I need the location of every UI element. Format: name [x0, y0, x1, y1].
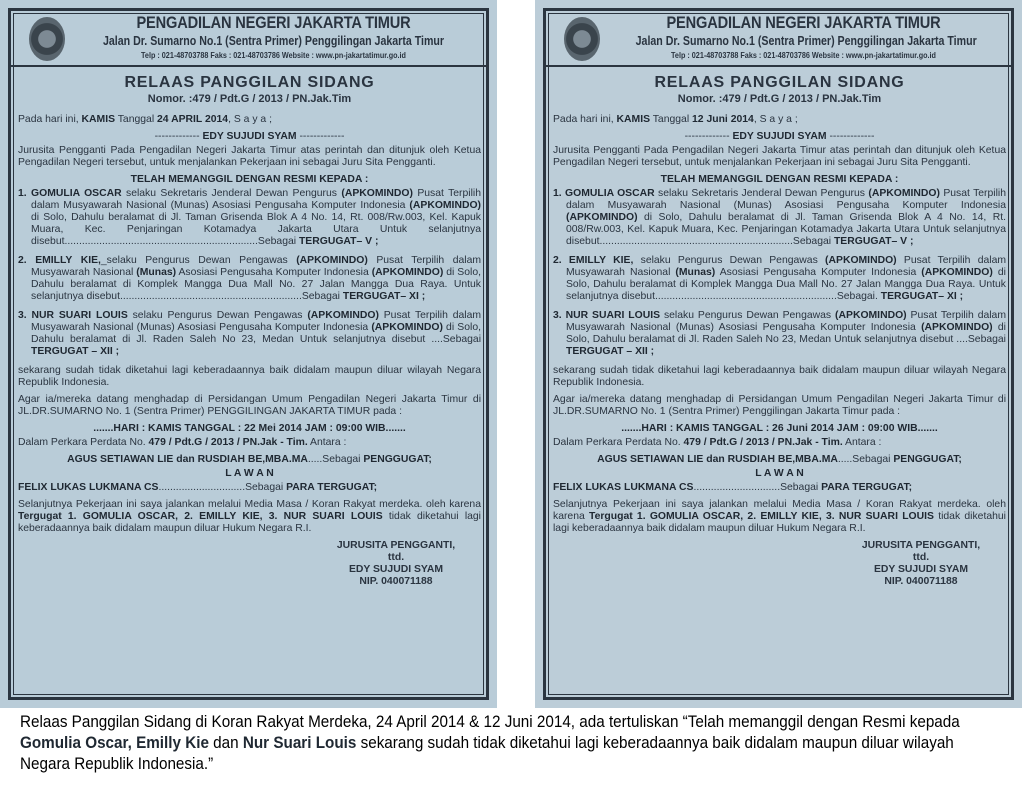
caption-segment: Relaas Panggilan Sidang di Koran Rakyat Merdeka, 24 April 2014 & 12 Juni 2014, ada tertuliskan “Telah memanggil dengan Resmi kepada: [20, 713, 960, 731]
text-segment: .....Sebagai: [307, 454, 364, 465]
signature-name: EDY SUJUDI SYAM: [873, 564, 969, 575]
paragraph: [553, 114, 1006, 126]
signature-nip: NIP. 040071188: [359, 576, 433, 587]
signature-block: [553, 540, 1006, 588]
signature-ttd: ttd.: [912, 552, 930, 563]
paragraph: [18, 114, 481, 126]
text-segment: KAMIS: [616, 114, 651, 125]
caption-segment: Nur Suari Louis: [242, 734, 357, 752]
court-address: Jalan Dr. Sumarno No.1 (Sentra Primer) Penggilingan Jakarta Timur: [635, 34, 977, 48]
text-segment: _selaku Pengurus Dewan Pengawas: [100, 255, 297, 266]
text-segment: di Solo, Dahulu beralamat di Komplek Mangga Dua Mall No. 27 Jalan Mangga Dua Raya. Untuk selanjutnya disebut...............................................................Sebagai: [31, 267, 481, 302]
text-segment: , S a y a ;: [753, 114, 798, 125]
text-segment: TERGUGAT– V ;: [298, 236, 379, 247]
text-segment: Selanjutnya Pekerjaan ini saya jalankan melalui Media Masa / Koran Rakyat merdeka. oleh karena: [553, 499, 1006, 522]
text-segment: KAMIS: [81, 114, 116, 125]
paragraph: [18, 423, 481, 435]
text-segment: PARA TERGUGAT;: [286, 482, 378, 493]
text-segment: 2. EMILLY KIE,: [18, 255, 101, 266]
signature-role: JURUSITA PENGGANTI,: [336, 540, 456, 551]
text-segment: (APKOMINDO): [868, 188, 940, 199]
text-segment: selaku Pengurus Dewan Pengawas: [660, 310, 836, 321]
paragraph: [18, 394, 481, 418]
signature-role: JURUSITA PENGGANTI,: [861, 540, 981, 551]
text-segment: selaku Sekretaris Jenderal Dewan Pengurus: [121, 188, 342, 199]
paragraph: [18, 174, 481, 186]
text-segment: TERGUGAT– V ;: [833, 236, 914, 247]
paragraph: [553, 468, 1006, 480]
text-segment: selaku Pengurus Dewan Pengawas: [633, 255, 826, 266]
text-segment: (APKOMINDO): [409, 200, 481, 211]
summoned-party: [18, 255, 481, 303]
text-segment: (APKOMINDO): [371, 322, 443, 333]
text-segment: di Solo, Dahulu beralamat di Jl. Raden Saleh No 23, Medan Untuk selanjutnya disebut ....Sebagai: [31, 322, 481, 345]
text-segment: Selanjutnya Pekerjaan ini saya jalankan melalui Media Masa / Koran Rakyat merdeka. oleh karena: [18, 499, 481, 510]
text-segment: 2. EMILLY KIE,: [553, 255, 634, 266]
text-segment: Tanggal: [115, 114, 158, 125]
text-segment: Asosiasi Pengusaha Komputer Indonesia: [176, 267, 372, 278]
signature-name: EDY SUJUDI SYAM: [348, 564, 444, 575]
case-number: Nomor. :479 / Pdt.G / 2013 / PN.Jak.Tim: [147, 93, 352, 105]
text-segment: 1. GOMULIA OSCAR: [18, 188, 122, 199]
paragraph: [18, 482, 481, 494]
text-segment: di Solo, Dahulu beralamat di Jl. Taman Grisenda Blok A 4 No. 14, Rt. 008/Rw.003, Kel. Kapuk Muara, Kec. Penjaringan Kotamadya Jakarta Utara Untuk selanjutnya disebut...................................................................Sebagai: [31, 212, 481, 247]
text-segment: Antara :: [842, 437, 882, 448]
caption-segment: sekarang sudah tidak diketahui lagi keberadaannya baik didalam maupun diluar wilayah Negara Republik Indonesia.”: [20, 734, 954, 773]
text-segment: (Munas): [136, 267, 177, 278]
text-segment: (APKOMINDO): [296, 255, 368, 266]
text-segment: FELIX LUKAS LUKMANA CS: [18, 482, 159, 493]
text-segment: .......HARI : KAMIS TANGGAL : 22 Mei 2014 JAM : 09:00 WIB.......: [93, 423, 406, 434]
text-segment: -------------: [684, 131, 733, 142]
text-segment: L A W A N: [225, 468, 274, 479]
text-segment: (APKOMINDO): [921, 322, 993, 333]
notice-body: [553, 0, 1006, 608]
text-segment: Jurusita Pengganti Pada Pengadilan Negeri Jakarta Timur atas perintah dan ditunjuk oleh Ketua Pengadilan Negeri tersebut, untuk menjalankan Pekerjaan ini sebagai Juru Sita Pengganti.: [553, 145, 1006, 168]
paragraph: [553, 482, 1006, 494]
text-segment: selaku Sekretaris Jenderal Dewan Pengurus: [654, 188, 869, 199]
paragraph: [18, 454, 481, 466]
text-segment: 12 Juni 2014: [692, 114, 754, 125]
text-segment: (APKOMINDO): [835, 310, 907, 321]
paragraph: [18, 499, 481, 535]
text-segment: Pusat Terpilih dalam Musyawarah Nasional: [566, 255, 1006, 278]
text-segment: Pusat Terpilih dalam Musyawarah Nasional (Munas) Asosiasi Pengusaha Komputer Indonesia: [566, 310, 1006, 333]
signature-block: [18, 540, 481, 588]
paragraph: [553, 394, 1006, 418]
text-segment: FELIX LUKAS LUKMANA CS: [553, 482, 694, 493]
notice-body: [18, 0, 481, 608]
text-segment: ..............................Sebagai: [693, 482, 822, 493]
notice-title: RELAAS PANGGILAN SIDANG: [124, 74, 375, 91]
court-contact: Telp : 021-48703788 Faks : 021-48703786 Website : www.pn-jakartatimur.go.id: [671, 50, 936, 60]
text-segment: di Solo, Dahulu beralamat di Jl. Raden Saleh No 23, Medan Untuk selanjutnya disebut ....Sebagai: [566, 322, 1006, 345]
text-segment: di Solo, Dahulu beralamat di Jl. Taman Grisenda Blok A 4 No. 14, Rt. 008/Rw.003, Kel. Kapuk Muara, Kec. Penjaringan Kotamadya Jakarta Utara Untuk selanjutnya disebut...................................................................Sebagai: [566, 212, 1006, 247]
text-segment: Pada hari ini,: [553, 114, 617, 125]
text-segment: EDY SUJUDI SYAM: [202, 131, 297, 142]
text-segment: AGUS SETIAWAN LIE dan RUSDIAH BE,MBA.MA: [67, 454, 308, 465]
paragraph: [18, 145, 481, 169]
text-segment: TELAH MEMANGGIL DENGAN RESMI KEPADA :: [660, 174, 899, 185]
text-segment: TERGUGAT– XI ;: [880, 291, 964, 302]
signature-ttd: ttd.: [387, 552, 405, 563]
text-segment: 479 / Pdt.G / 2013 / PN.Jak - Tim.: [683, 437, 843, 448]
text-segment: .......HARI : KAMIS TANGGAL : 26 Juni 2014 JAM : 09:00 WIB.......: [621, 423, 938, 434]
paragraph: [18, 131, 481, 143]
text-segment: tidak diketahui lagi keberadaannya baik didalam maupun diluar Hukum Negara R.I.: [18, 511, 481, 534]
text-segment: Jurusita Pengganti Pada Pengadilan Negeri Jakarta Timur atas perintah dan ditunjuk oleh Ketua Pengadilan Negeri tersebut, untuk menjalankan Pekerjaan ini sebagai Juru Sita Pengganti.: [18, 145, 481, 168]
paragraph: [553, 423, 1006, 435]
text-segment: Dalam Perkara Perdata No.: [18, 437, 149, 448]
court-name: PENGADILAN NEGERI JAKARTA TIMUR: [666, 13, 941, 32]
text-segment: 3. NUR SUARI LOUIS: [553, 310, 661, 321]
text-segment: TERGUGAT – XII ;: [31, 346, 120, 357]
text-segment: Agar ia/mereka datang menghadap di Persidangan Umum Pengadilan Negeri Jakarta Timur di JL.DR.SUMARNO No. 1 (Sentra Primer) Penggilingan Jakarta Timur pada :: [553, 394, 1006, 417]
text-segment: -------------: [154, 131, 203, 142]
court-address: Jalan Dr. Sumarno No.1 (Sentra Primer) Penggilingan Jakarta Timur: [102, 34, 445, 48]
paragraph: [553, 145, 1006, 169]
text-segment: , S a y a ;: [228, 114, 272, 125]
court-notice-april: [0, 0, 497, 708]
paragraph: [18, 365, 481, 389]
text-segment: Pusat Terpilih dalam Musyawarah Nasional (Munas) Asosiasi Pengusaha Komputer Indonesia: [566, 188, 1007, 211]
paragraph: [553, 131, 1006, 143]
paragraph: [553, 174, 1006, 186]
paragraph: [553, 499, 1006, 535]
paragraph: [553, 454, 1006, 466]
text-segment: Tanggal: [650, 114, 693, 125]
text-segment: 3. NUR SUARI LOUIS: [18, 310, 128, 321]
text-segment: (APKOMINDO): [566, 212, 638, 223]
text-segment: Agar ia/mereka datang menghadap di Persidangan Umum Pengadilan Negeri Jakarta Timur di JL.DR.SUMARNO No. 1 (Sentra Primer) PENGGILINGAN JAKARTA TIMUR pada :: [18, 394, 481, 417]
text-segment: EDY SUJUDI SYAM: [732, 131, 827, 142]
text-segment: Dalam Perkara Perdata No.: [553, 437, 684, 448]
text-segment: PENGGUGAT;: [363, 454, 432, 465]
caption-segment: dan: [208, 734, 243, 752]
text-segment: PENGGUGAT;: [893, 454, 962, 465]
text-segment: (APKOMINDO): [825, 255, 897, 266]
text-segment: Pusat Terpilih dalam Musyawarah Nasional (Munas) Asosiasi Pengusaha Komputer Indonesia: [31, 188, 482, 211]
text-segment: 24 APRIL 2014: [157, 114, 229, 125]
text-segment: sekarang sudah tidak diketahui lagi keberadaannya baik didalam maupun diluar wilayah Negara Republik Indonesia.: [18, 365, 481, 388]
text-segment: Pada hari ini,: [18, 114, 82, 125]
notice-title: RELAAS PANGGILAN SIDANG: [654, 74, 905, 91]
court-contact: Telp : 021-48703788 Faks : 021-48703786 Website : www.pn-jakartatimur.go.id: [141, 50, 406, 60]
court-name: PENGADILAN NEGERI JAKARTA TIMUR: [136, 13, 411, 32]
text-segment: Pusat Terpilih dalam Musyawarah Nasional (Munas) Asosiasi Pengusaha Komputer Indonesia: [31, 310, 482, 333]
text-segment: .....Sebagai: [837, 454, 894, 465]
text-segment: -------------: [826, 131, 875, 142]
paragraph: [553, 365, 1006, 389]
court-notice-june: [535, 0, 1022, 708]
paragraph: [553, 437, 1006, 449]
text-segment: (APKOMINDO): [921, 267, 993, 278]
summoned-party: [18, 310, 481, 358]
text-segment: ..............................Sebagai: [158, 482, 287, 493]
text-segment: (APKOMINDO): [341, 188, 413, 199]
text-segment: di Solo, Dahulu beralamat di Komplek Mangga Dua Mall No. 27 Jalan Mangga Dua Raya. Untuk selanjutnya disebut...............................................................Sebagai.: [566, 267, 1006, 302]
text-segment: Asosiasi Pengusaha Komputer Indonesia: [715, 267, 922, 278]
summoned-party: [553, 310, 1006, 358]
text-segment: TERGUGAT – XII ;: [566, 346, 655, 357]
text-segment: (APKOMINDO): [371, 267, 444, 278]
text-segment: sekarang sudah tidak diketahui lagi keberadaannya baik didalam maupun diluar wilayah Negara Republik Indonesia.: [553, 365, 1006, 388]
caption: [20, 712, 1006, 775]
text-segment: -------------: [296, 131, 345, 142]
text-segment: L A W A N: [755, 468, 804, 479]
text-segment: TERGUGAT– XI ;: [342, 291, 426, 302]
text-segment: (Munas): [675, 267, 716, 278]
text-segment: TELAH MEMANGGIL DENGAN RESMI KEPADA :: [130, 174, 369, 185]
summoned-party: [18, 188, 481, 248]
summoned-party: [553, 188, 1006, 248]
text-segment: selaku Pengurus Dewan Pengawas: [127, 310, 308, 321]
text-segment: PARA TERGUGAT;: [821, 482, 913, 493]
text-segment: 1. GOMULIA OSCAR: [553, 188, 655, 199]
text-segment: Pusat Terpilih dalam Musyawarah Nasional: [31, 255, 481, 278]
text-segment: Tergugat 1. GOMULIA OSCAR, 2. EMILLY KIE, 3. NUR SUARI LOUIS: [589, 511, 934, 522]
summoned-party: [553, 255, 1006, 303]
caption-segment: Gomulia Oscar, Emilly Kie: [20, 734, 209, 752]
case-number: Nomor. :479 / Pdt.G / 2013 / PN.Jak.Tim: [677, 93, 882, 105]
paragraph: [18, 437, 481, 449]
signature-nip: NIP. 040071188: [884, 576, 958, 587]
text-segment: Tergugat 1. GOMULIA OSCAR, 2. EMILLY KIE, 3. NUR SUARI LOUIS: [18, 511, 383, 522]
text-segment: (APKOMINDO): [307, 310, 379, 321]
text-segment: 479 / Pdt.G / 2013 / PN.Jak - Tim.: [148, 437, 308, 448]
paragraph: [18, 468, 481, 480]
text-segment: tidak diketahui lagi keberadaannya baik didalam maupun diluar Hukum Negara R.I.: [553, 511, 1006, 534]
text-segment: Antara :: [307, 437, 347, 448]
text-segment: AGUS SETIAWAN LIE dan RUSDIAH BE,MBA.MA: [597, 454, 838, 465]
